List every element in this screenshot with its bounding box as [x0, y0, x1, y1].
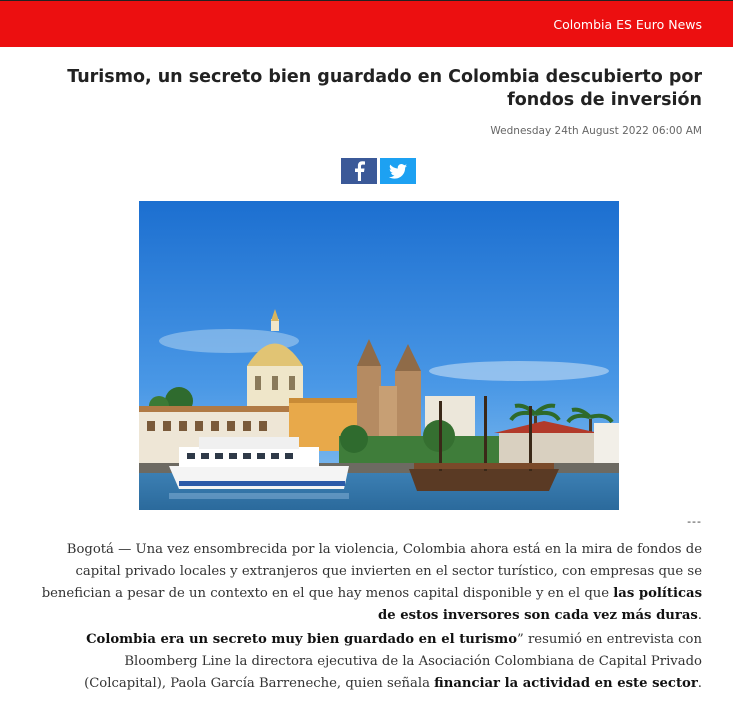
paragraph-1-end: . [697, 608, 702, 623]
paragraph-2-end: . [697, 676, 702, 691]
paragraph-2-emphasis-2: financiar la actividad en este sector [434, 676, 698, 691]
paragraph-1 [40, 539, 702, 627]
share-buttons [341, 158, 416, 184]
paragraph-1-emphasis: las políticas de estos inversores son cada vez más duras [378, 586, 702, 623]
paragraph-2 [40, 629, 702, 695]
article-date: Wednesday 24th August 2022 06:00 AM [490, 125, 702, 137]
article-title: Turismo, un secreto bien guardado en Colombia descubierto por fondos de inversión [67, 67, 702, 110]
article-photo [139, 201, 619, 510]
facebook-share-button[interactable] [341, 158, 377, 184]
paragraph-1-text: Bogotá — Una vez ensombrecida por la violencia, Colombia ahora está en la mira de fondos de capital privado locales y extranjeros que invierten en el sector turístico, con empresas que se benefician a pesar de un contexto en el que hay menos capital disponible y en el que [41, 542, 702, 601]
paragraph-2-text: ” resumió en entrevista con Bloomberg Line la directora ejecutiva de la Asociación Colombiana de Capital Privado (Colcapital), Paola García Barreneche, quien señala [84, 632, 702, 691]
twitter-icon [389, 164, 407, 179]
facebook-icon [352, 161, 366, 181]
article-body [40, 539, 702, 697]
paragraph-2-emphasis: Colombia era un secreto muy bien guardado en el turismo [86, 632, 518, 647]
top-bar [0, 0, 733, 47]
separator: --- [687, 515, 702, 528]
site-brand-link[interactable]: Colombia ES Euro News [553, 17, 702, 32]
twitter-share-button[interactable] [380, 158, 416, 184]
